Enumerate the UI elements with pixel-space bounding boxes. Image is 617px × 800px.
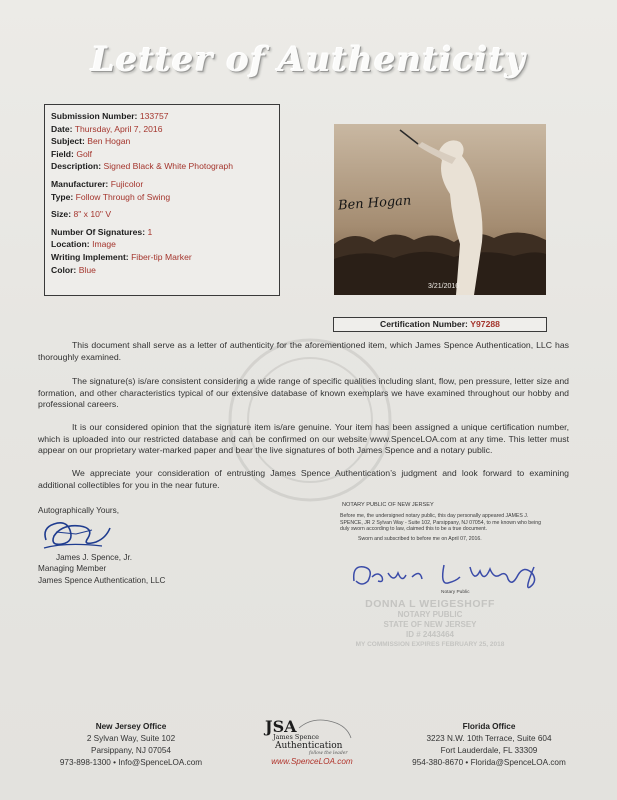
description-label: Description: (51, 161, 102, 172)
paragraph-text: This document shall serve as a letter of authenticity for the aforementioned item, which James Spence Authentication, LLC has thoroughly examined. (38, 340, 569, 362)
fl-office (389, 721, 589, 769)
date-label: Date: (51, 123, 73, 134)
nj-address-2: Parsippany, NJ 07054 (91, 746, 171, 755)
description-value: Signed Black & White Photograph (103, 161, 233, 172)
fl-address-2: Fort Lauderdale, FL 33309 (440, 746, 538, 755)
logo-line-1: James Spence (273, 733, 320, 741)
date-value: Thursday, April 7, 2016 (74, 123, 163, 134)
type-row (51, 191, 273, 204)
certification-value: Y97288 (470, 319, 500, 329)
field-row (51, 148, 273, 161)
color-label: Color: (51, 264, 77, 275)
closing-salutation: Autographically Yours, (38, 506, 120, 515)
logo-line-2: Authentication (275, 741, 343, 751)
fl-contact: 954-380-8670 • Florida@SpenceLOA.com (412, 758, 566, 767)
fl-office-heading: Florida Office (462, 722, 516, 731)
body-paragraph-1 (38, 340, 569, 363)
type-value: Follow Through of Swing (75, 191, 171, 202)
size-label: Size: (51, 209, 72, 220)
subject-value: Ben Hogan (87, 136, 131, 147)
size-value: 8" x 10" V (73, 209, 112, 220)
date-row (51, 123, 273, 136)
stamp-state: STATE OF NEW JERSEY (383, 620, 477, 629)
body-paragraph-2 (38, 376, 569, 411)
notary-line-3: duly sworn according to law, claimed this to be a true document. (340, 526, 488, 533)
certification-box (333, 317, 547, 332)
certification-label: Certification Number: (380, 319, 468, 329)
photo-date-stamp: 3/21/2016 (428, 283, 460, 290)
signer-block (38, 552, 165, 586)
location-row (51, 238, 273, 251)
color-row (51, 264, 273, 277)
notary-sworn: Sworn and subscribed to before me on April 07, 2016. (358, 536, 482, 543)
notary-heading: NOTARY PUBLIC OF NEW JERSEY (342, 502, 434, 508)
nj-office-heading: New Jersey Office (95, 722, 167, 731)
notary-stamp (340, 598, 520, 649)
logo-tagline: follow the leader (309, 751, 348, 756)
photo-autograph: Ben Hogan (337, 193, 412, 214)
manufacturer-row (51, 178, 273, 191)
nj-office (56, 721, 206, 769)
subject-row (51, 135, 273, 148)
writing-implement-label: Writing Implement: (51, 251, 129, 262)
number-of-signatures-row (51, 226, 273, 239)
writing-implement-row (51, 251, 273, 264)
logo-mark: JSA (265, 717, 297, 736)
location-label: Location: (51, 239, 90, 250)
notary-signature (348, 557, 548, 593)
notary-line-1: Before me, the undersigned notary public, this day personally appeared JAMES J. (340, 512, 529, 519)
notary-public-label: Notary Public (441, 590, 470, 595)
manufacturer-label: Manufacturer: (51, 178, 109, 189)
submission-number-value: 133757 (139, 111, 169, 121)
subject-label: Subject: (51, 136, 85, 147)
color-value: Blue (78, 264, 96, 275)
paragraph-text: We appreciate your consideration of entrusting James Spence Authentication’s judgment and look forward to examining additional collectibles for you in the near future. (38, 468, 569, 490)
type-label: Type: (51, 191, 74, 202)
submission-number-label: Submission Number: (51, 111, 138, 121)
number-of-signatures-label: Number Of Signatures: (51, 226, 146, 237)
manufacturer-value: Fujicolor (110, 178, 144, 189)
details-box (44, 104, 280, 296)
notary-statement (340, 502, 570, 543)
paragraph-text: It is our considered opinion that the signature item is/are genuine. Your item has been assigned a unique certification number, which is uploaded into our restricted database and can be confirmed on our website www.SpenceLOA.com at any time. This letter must appear on our proprietary water-marked paper and bear the live signatures of both James Spence and a notary public. (38, 422, 569, 456)
signer-name: James J. Spence, Jr. (56, 553, 132, 562)
signer-company: James Spence Authentication, LLC (38, 575, 166, 585)
stamp-title: NOTARY PUBLIC (397, 610, 463, 619)
document-title: Letter of Authenticity (90, 40, 527, 80)
location-value: Image (92, 239, 116, 250)
notary-line-2: SPENCE, JR 2 Sylvan Way - Suite 102, Parsippany, NJ 07054, to me known who being (340, 519, 541, 526)
nj-address-1: 2 Sylvan Way, Suite 102 (86, 734, 176, 743)
size-row (51, 208, 273, 221)
paragraph-text: The signature(s) is/are consistent considering a wide range of specific qualities including slant, flow, pen pressure, letter size and formation, and other characteristics typical of our extensive database of known exemplars we have examined throughout our hobby and professional careers. (38, 376, 569, 410)
nj-contact: 973-898-1300 • Info@SpenceLOA.com (59, 758, 203, 767)
jsa-logo (263, 716, 355, 761)
spence-signature (36, 514, 116, 554)
submission-number-row (51, 110, 273, 123)
logo-url: www.SpenceLOA.com (271, 757, 353, 766)
field-value: Golf (76, 148, 93, 159)
stamp-name: DONNA L WEIGESHOFF (365, 598, 495, 610)
fl-address-1: 3223 N.W. 10th Terrace, Suite 604 (426, 734, 552, 743)
stamp-expiry: MY COMMISSION EXPIRES FEBRUARY 25, 2018 (355, 641, 505, 648)
field-label: Field: (51, 148, 74, 159)
writing-implement-value: Fiber-tip Marker (131, 251, 192, 262)
description-row (51, 160, 273, 173)
signer-role: Managing Member (38, 564, 107, 574)
stamp-id: ID # 2443464 (405, 630, 455, 639)
body-paragraph-3 (38, 422, 569, 457)
body-paragraph-4 (38, 468, 569, 491)
number-of-signatures-value: 1 (147, 226, 153, 237)
